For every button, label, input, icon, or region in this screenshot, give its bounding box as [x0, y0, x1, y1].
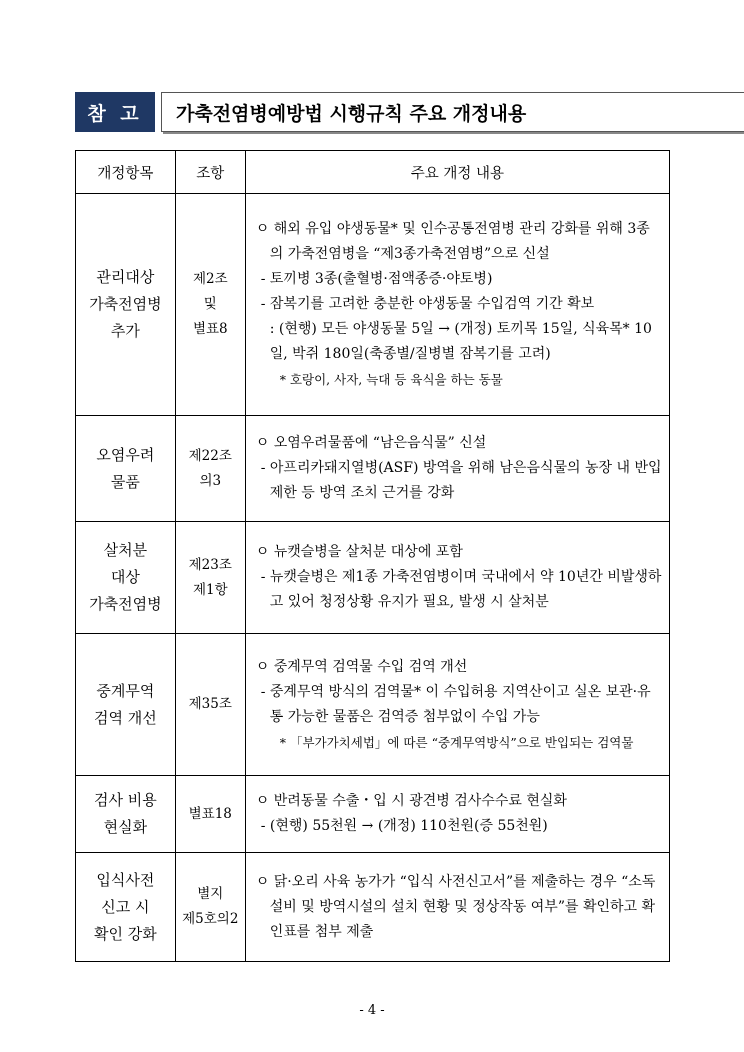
- content-detail: : (현행) 모든 야생동물 5일 → (개정) 토끼목 15일, 식육목* 10일, 박쥐 180일(축종별/질병별 잠복기를 고려): [269, 321, 652, 362]
- content-subpoint: - 중계무역 방식의 검역물* 이 수입허용 지역산이고 실온 보관·유통 가능한 물품은 검역증 첨부없이 수입 가능: [260, 683, 651, 725]
- content-point: ㅇ 오염우려물품에 “남은음식물” 신설: [255, 435, 487, 451]
- content-subpoint: - (현행) 55천원 → (개정) 110천원(증 55천원): [260, 818, 548, 834]
- table-row: [76, 416, 670, 522]
- content-note: * 「부가가치세법」에 따른 “중계무역방식”으로 반입되는 검역물: [279, 734, 634, 750]
- article-ref: 별표18: [175, 776, 245, 853]
- amendment-item: 검사 비용 현실화: [76, 776, 176, 853]
- amendment-content: [245, 522, 669, 634]
- table-header-row: [76, 151, 670, 194]
- header-content: 주요 개정 내용: [245, 151, 669, 194]
- article-ref: 제2조 및 별표8: [175, 194, 245, 416]
- article-ref: 제23조 제1항: [175, 522, 245, 634]
- content-subpoint: - 아프리카돼지열병(ASF) 방역을 위해 남은음식물의 농장 내 반입제한 등 방역 조치 근거를 강화: [260, 460, 662, 501]
- table-row: [76, 194, 670, 416]
- content-point: ㅇ 뉴캣슬병을 살처분 대상에 포함: [255, 544, 463, 560]
- page-number: - 4 -: [359, 1003, 385, 1018]
- amendment-content: [245, 194, 669, 416]
- header-article: 조항: [175, 151, 245, 194]
- content-note: * 호랑이, 사자, 늑대 등 육식을 하는 동물: [279, 372, 503, 387]
- content-point: ㅇ 닭·오리 사육 농가가 “입식 사전신고서”를 제출하는 경우 “소독설비 및 방역시설의 설치 현황 및 정상작동 여부”를 확인하고 확인표를 첨부 제출: [255, 873, 656, 940]
- content-point: ㅇ 해외 유입 야생동물* 및 인수공통전염병 관리 강화를 위해 3종의 가축전염병을 “제3종가축전염병”으로 신설: [255, 221, 650, 262]
- amendment-content: [245, 416, 669, 522]
- content-subpoint: - 잠복기를 고려한 충분한 야생동물 수입검역 기간 확보: [260, 296, 595, 312]
- amendment-content: [245, 853, 669, 962]
- amendment-item: 오염우려 물품: [76, 416, 176, 522]
- content-point: ㅇ 반려동물 수출・입 시 광견병 검사수수료 현실화: [255, 793, 567, 809]
- table-row: [76, 853, 670, 962]
- amendment-content: [245, 776, 669, 853]
- content-point: ㅇ 중계무역 검역물 수입 검역 개선: [255, 658, 468, 675]
- reference-tag: 참 고: [75, 92, 155, 132]
- content-subpoint: - 뉴캣슬병은 제1종 가축전염병이며 국내에서 약 10년간 비발생하고 있어 청정상황 유지가 필요, 발생 시 살처분: [260, 569, 662, 610]
- amendment-item: 중계무역 검역 개선: [76, 634, 176, 776]
- amendment-item: 입식사전 신고 시 확인 강화: [76, 853, 176, 962]
- table-row: [76, 634, 670, 776]
- header-item: 개정항목: [76, 151, 176, 194]
- amendment-item: 살처분 대상 가축전염병: [76, 522, 176, 634]
- amendment-item: 관리대상 가축전염병 추가: [76, 194, 176, 416]
- amendment-content: [245, 634, 669, 776]
- amendment-table: [75, 150, 670, 962]
- content-subpoint: - 토끼병 3종(출혈병·점액종증·야토병): [260, 271, 493, 287]
- article-ref: 제22조 의3: [175, 416, 245, 522]
- table-row: [76, 776, 670, 853]
- table-row: [76, 522, 670, 634]
- document-title: 가축전염병예방법 시행규칙 주요 개정내용: [161, 92, 744, 132]
- article-ref: 별지 제5호의2: [175, 853, 245, 962]
- article-ref: 제35조: [175, 634, 245, 776]
